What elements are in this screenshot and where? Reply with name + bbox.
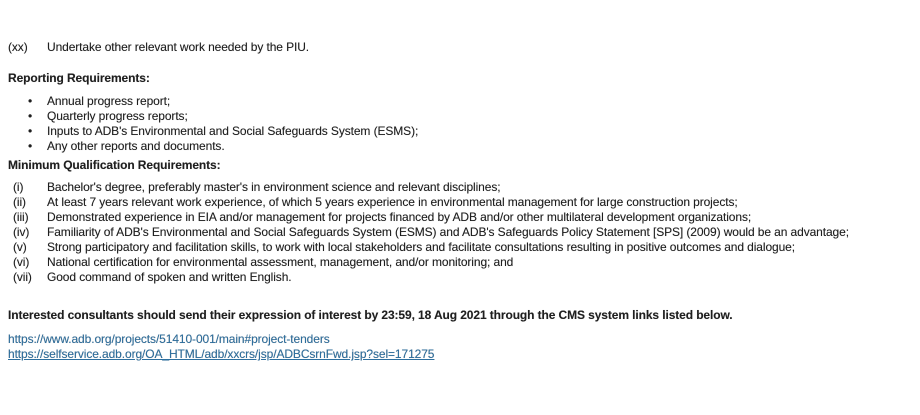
bullet-icon: • [28,94,33,108]
link-list [8,332,905,362]
list-item [8,109,905,124]
minimum-qualification-requirements-heading: Minimum Qualification Requirements: [8,158,221,172]
intro-list-item [8,40,905,55]
list-item [8,124,905,139]
item-marker: (v) [13,240,27,254]
item-marker: (ii) [13,195,26,209]
item-text: At least 7 years relevant work experience, of which 5 years experience in environmental management for large construction projects; [47,195,738,209]
bullet-text: Quarterly progress reports; [47,109,188,123]
intro-item-marker: (xx) [8,40,28,54]
qualification-item [8,240,905,255]
item-marker: (i) [13,180,24,194]
qualification-item [8,195,905,210]
item-text: Bachelor's degree, preferably master's in environment science and relevant disciplines; [47,180,501,194]
list-item [8,94,905,109]
cms-system-link[interactable]: https://selfservice.adb.org/OA_HTML/adb/xxcrs/jsp/ADBCsrnFwd.jsp?sel=171275 [8,347,435,361]
qualification-item [8,210,905,225]
item-text: Demonstrated experience in EIA and/or management for projects financed by ADB and/or other multilateral development organizations; [47,210,752,224]
qualification-item [8,180,905,195]
item-text: Good command of spoken and written English. [47,270,292,284]
item-marker: (vii) [13,270,32,284]
bullet-icon: • [28,124,33,138]
item-text: National certification for environmental assessment, management, and/or monitoring; and [47,255,514,269]
bullet-icon: • [28,139,33,153]
project-tenders-link[interactable]: https://www.adb.org/projects/51410-001/main#project-tenders [8,332,330,346]
qualification-item [8,255,905,270]
submission-instructions: Interested consultants should send their expression of interest by 23:59, 18 Aug 2021 through the CMS system links listed below. [8,308,733,322]
item-marker: (vi) [13,255,30,269]
qualification-item [8,225,905,240]
item-marker: (iv) [13,225,30,239]
item-text: Strong participatory and facilitation skills, to work with local stakeholders and facilitate consultations resulting in positive outcomes and dialogue; [47,240,795,254]
bullet-icon: • [28,109,33,123]
reporting-requirements-heading: Reporting Requirements: [8,71,150,85]
intro-item-text: Undertake other relevant work needed by the PIU. [47,40,310,54]
list-item [8,139,905,154]
item-text: Familiarity of ADB's Environmental and Social Safeguards System (ESMS) and ADB's Safeguards Policy Statement [SPS] (2009) would be an advantage; [47,225,849,239]
bullet-text: Inputs to ADB's Environmental and Social Safeguards System (ESMS); [47,124,419,138]
bullet-text: Any other reports and documents. [47,139,225,153]
bullet-text: Annual progress report; [47,94,171,108]
item-marker: (iii) [13,210,29,224]
qualification-item [8,270,905,285]
